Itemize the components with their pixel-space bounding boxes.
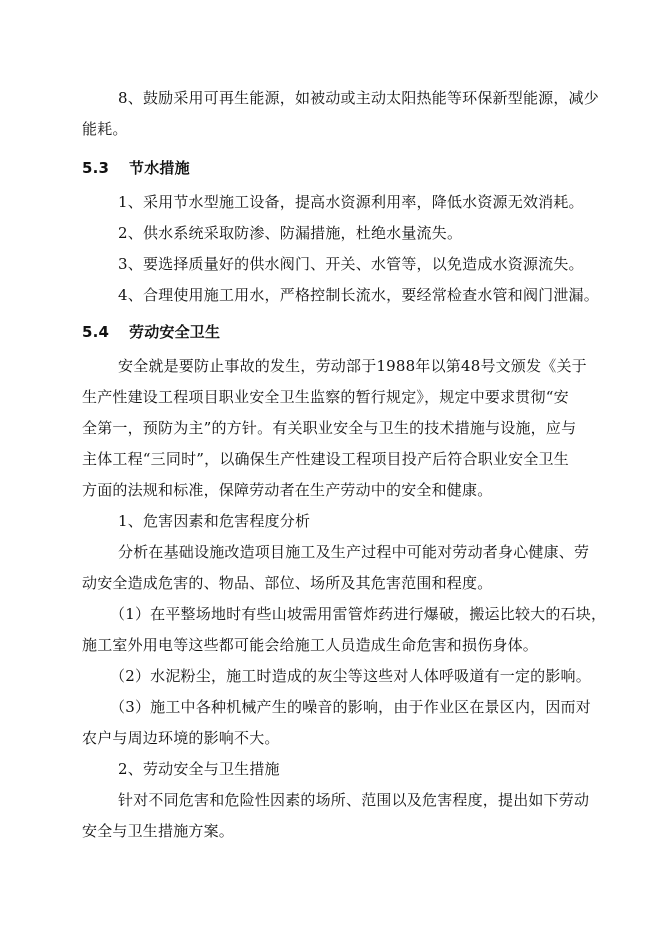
paragraph-line: 动安全造成危害的、物品、部位、场所及其危害范围和程度。: [82, 574, 493, 592]
paragraph-line: 8、鼓励采用可再生能源，如被动或主动太阳热能等环保新型能源，减少: [118, 89, 599, 107]
list-item: 4、合理使用施工用水，严格控制长流水，要经常检查水管和阀门泄漏。: [118, 286, 599, 304]
paragraph-line: 安全与卫生措施方案。: [82, 822, 235, 840]
paragraph-line: 农户与周边环境的影响不大。: [82, 729, 280, 747]
section-number: 5.4: [82, 323, 110, 341]
paragraph-line: 施工室外用电等这些都可能会给施工人员造成生命危害和损伤身体。: [82, 636, 539, 654]
paragraph-line: 针对不同危害和危险性因素的场所、范围以及危害程度，提出如下劳动: [118, 791, 590, 809]
paragraph-line: （1）在平整场地时有些山坡需用雷管炸药进行爆破，搬运比较大的石块，: [110, 605, 607, 623]
section-title: 节水措施: [129, 159, 190, 177]
paragraph-line: 生产性建设工程项目职业安全卫生监察的暂行规定》，规定中要求贯彻“安: [82, 388, 569, 406]
paragraph-line: 安全就是要防止事故的发生，劳动部于1988年以第48号文颁发《关于: [118, 357, 587, 375]
list-item: 1、采用节水型施工设备，提高水资源利用率，降低水资源无效消耗。: [118, 193, 584, 211]
section-heading-5-3: [82, 158, 190, 178]
list-item: 2、供水系统采取防渗、防漏措施，杜绝水量流失。: [118, 224, 463, 242]
section-number: 5.3: [82, 159, 110, 177]
subheading: 2、劳动安全与卫生措施: [118, 760, 280, 778]
section-heading-5-4: [82, 322, 220, 342]
paragraph-line: 主体工程“三同时”，以确保生产性建设工程项目投产后符合职业安全卫生: [82, 450, 569, 468]
paragraph-line: 全第一，预防为主”的方针。有关职业安全与卫生的技术措施与设施，应与: [82, 419, 577, 437]
subheading: 1、危害因素和危害程度分析: [118, 512, 311, 530]
section-title: 劳动安全卫生: [129, 323, 221, 341]
paragraph-line: 分析在基础设施改造项目施工及生产过程中可能对劳动者身心健康、劳: [118, 543, 590, 561]
list-item: 3、要选择质量好的供水阀门、开关、水管等，以免造成水资源流失。: [118, 255, 584, 273]
paragraph-line: （3）施工中各种机械产生的噪音的影响，由于作业区在景区内，因而对: [110, 698, 591, 716]
paragraph-line: （2）水泥粉尘，施工时造成的灰尘等这些对人体呼吸道有一定的影响。: [110, 667, 591, 685]
paragraph-line: 方面的法规和标准，保障劳动者在生产劳动中的安全和健康。: [82, 481, 493, 499]
paragraph-line: 能耗。: [82, 120, 128, 138]
